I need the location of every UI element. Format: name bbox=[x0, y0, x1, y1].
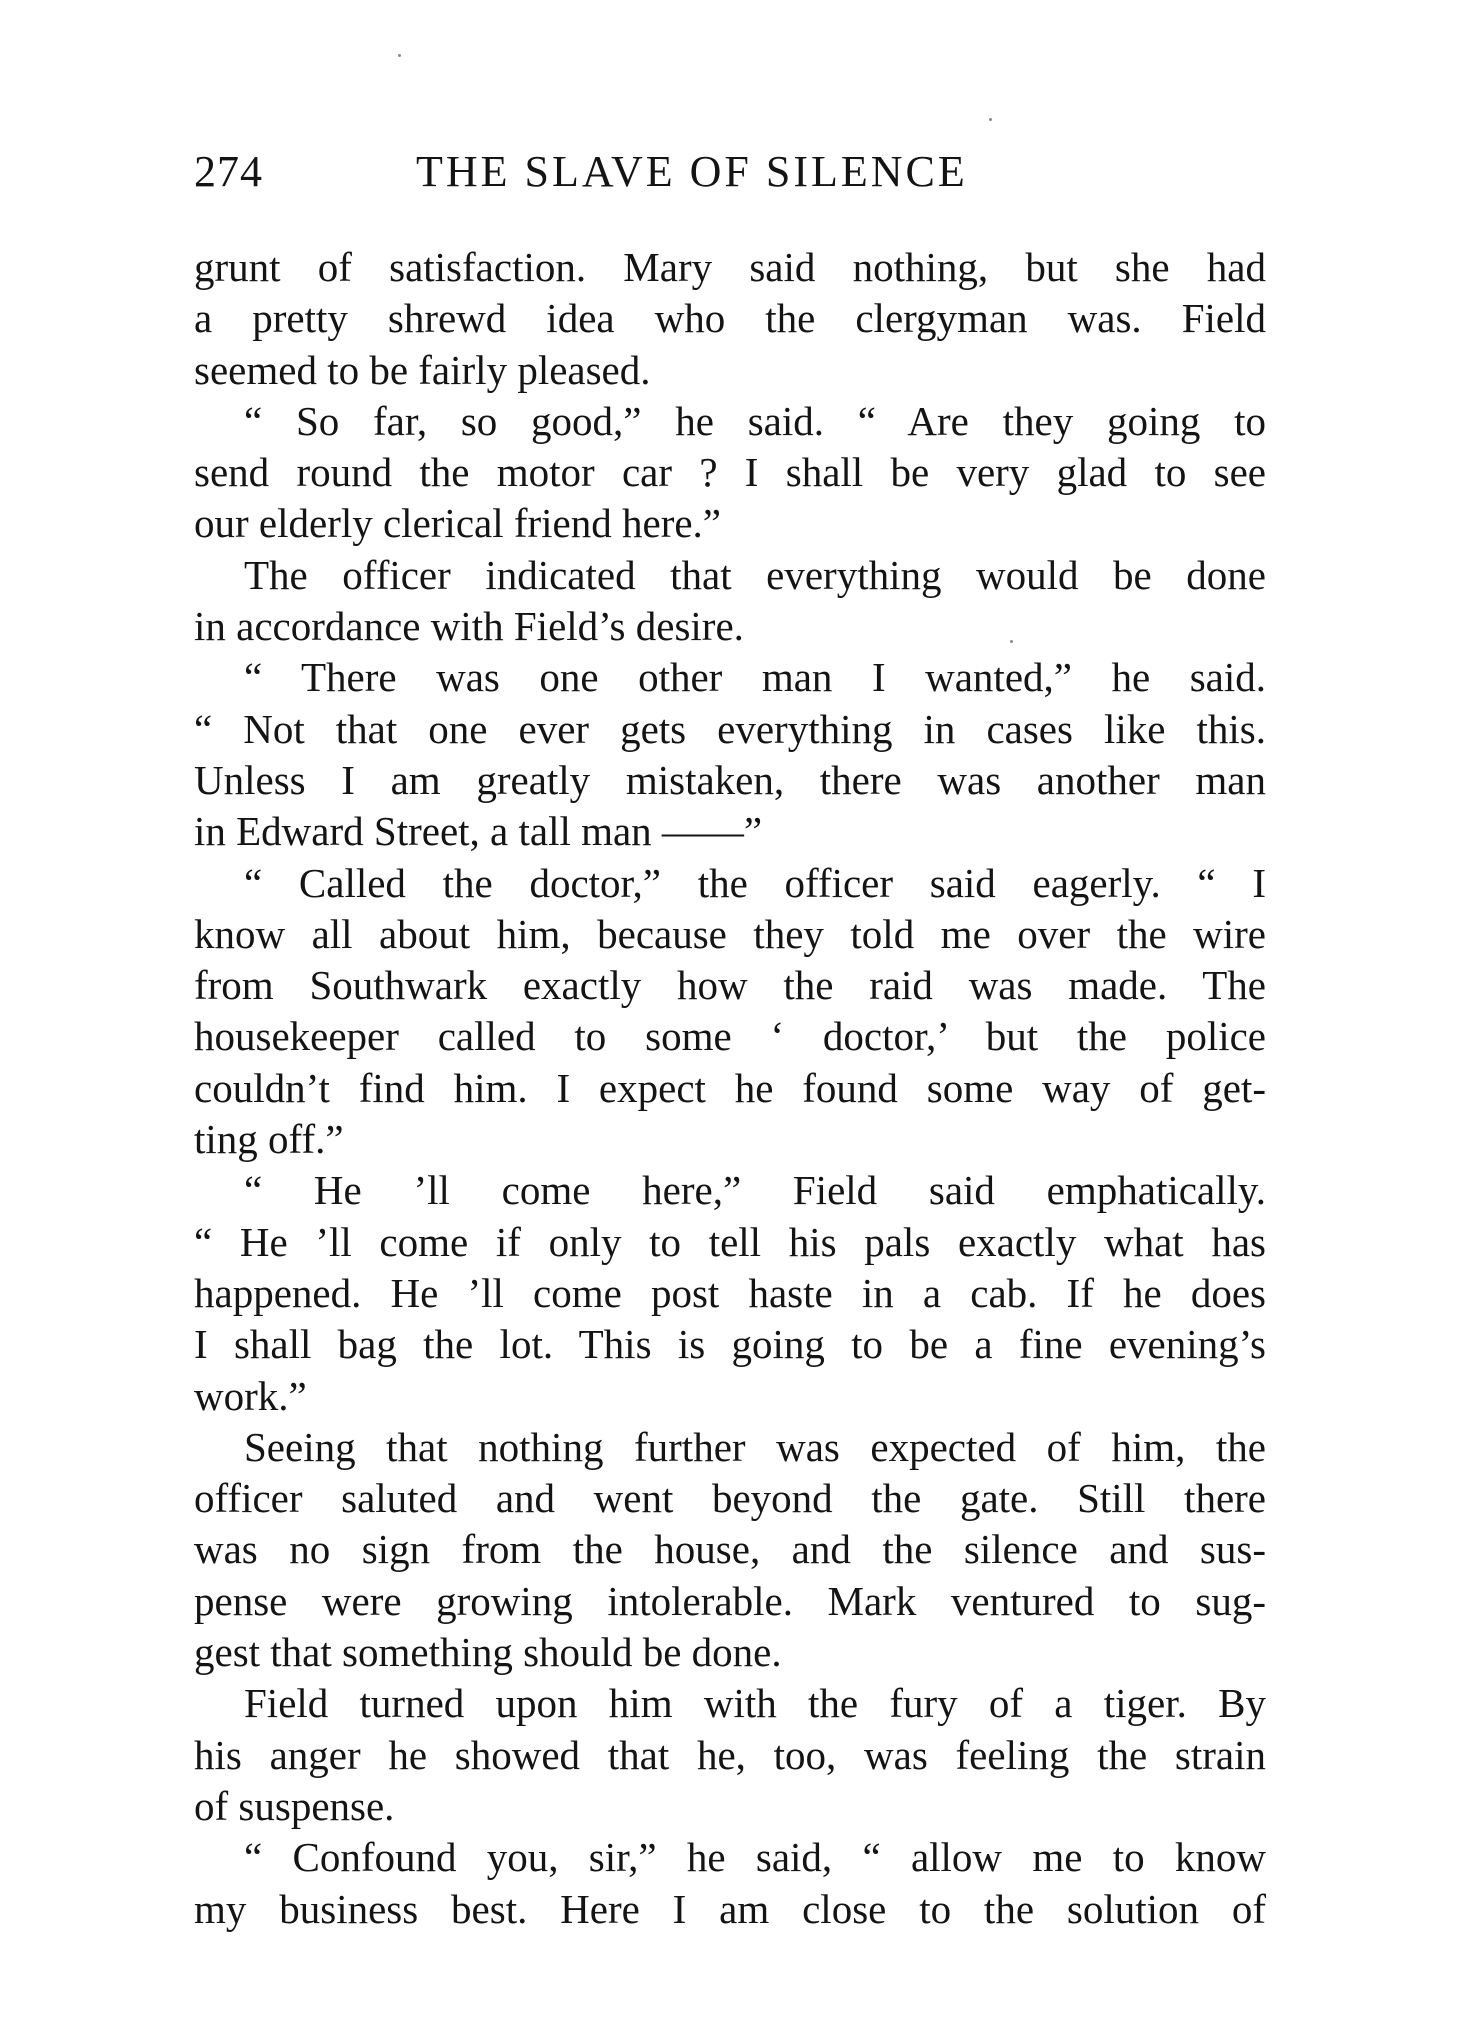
text-line: seemed to be fairly pleased. bbox=[194, 346, 651, 393]
text-line: in accordance with Field’s desire. bbox=[194, 603, 744, 650]
text-line: happened. He ’ll come post haste in a cab. If he does bbox=[194, 1269, 1266, 1316]
text-line: “ So far, so good,” he said. “ Are they going to bbox=[244, 397, 1266, 444]
text-line: “ Not that one ever gets everything in cases like this. bbox=[194, 705, 1266, 752]
text-line: Seeing that nothing further was expected of him, the bbox=[244, 1423, 1266, 1470]
text-line: from Southwark exactly how the raid was made. The bbox=[194, 962, 1266, 1009]
text-line: “ He ’ll come if only to tell his pals exactly what has bbox=[194, 1218, 1266, 1265]
text-line: Unless I am greatly mistaken, there was another man bbox=[194, 756, 1266, 803]
text-line: couldn’t find him. I expect he found some way of get- bbox=[194, 1064, 1266, 1111]
text-line: of suspense. bbox=[194, 1782, 395, 1829]
text-line: grunt of satisfaction. Mary said nothing, but she had bbox=[194, 244, 1266, 290]
text-line: “ He ’ll come here,” Field said emphatically. bbox=[244, 1167, 1266, 1214]
text-line: work.” bbox=[194, 1372, 307, 1419]
text-line: gest that something should be done. bbox=[194, 1629, 782, 1676]
book-title: THE SLAVE OF SILENCE bbox=[416, 147, 968, 196]
text-line: ting off.” bbox=[194, 1116, 344, 1163]
text-line: “ Confound you, sir,” he said, “ allow me to know bbox=[244, 1834, 1266, 1881]
text-line: The officer indicated that everything would be done bbox=[244, 551, 1266, 598]
text-line: our elderly clerical friend here.” bbox=[194, 500, 721, 547]
text-line: Field turned upon him with the fury of a tiger. By bbox=[244, 1680, 1266, 1727]
text-line: my business best. Here I am close to the solution of bbox=[194, 1885, 1266, 1932]
text-line: I shall bag the lot. This is going to be a fine evening’s bbox=[194, 1321, 1266, 1368]
text-line: know all about him, because they told me over the wire bbox=[194, 910, 1266, 957]
text-line: “ There was one other man I wanted,” he said. bbox=[244, 654, 1266, 701]
scan-speck bbox=[398, 54, 401, 57]
text-line: officer saluted and went beyond the gate. Still there bbox=[194, 1475, 1266, 1522]
text-line: send round the motor car ? I shall be very glad to see bbox=[194, 449, 1266, 496]
text-line: pense were growing intolerable. Mark ventured to sug- bbox=[194, 1577, 1266, 1624]
text-line: “ Called the doctor,” the officer said eagerly. “ I bbox=[244, 859, 1266, 906]
scan-speck bbox=[1010, 640, 1013, 643]
text-line: housekeeper called to some ‘ doctor,’ but the police bbox=[194, 1013, 1266, 1060]
scan-speck bbox=[989, 118, 992, 121]
text-line: his anger he showed that he, too, was feeling the strain bbox=[194, 1731, 1266, 1778]
page-number: 274 bbox=[194, 147, 263, 196]
text-line: was no sign from the house, and the silence and sus- bbox=[194, 1526, 1266, 1573]
text-line: a pretty shrewd idea who the clergyman was. Field bbox=[194, 295, 1266, 342]
text-line: in Edward Street, a tall man ——” bbox=[194, 808, 763, 855]
body-text bbox=[194, 242, 1266, 1935]
running-head bbox=[194, 142, 1266, 202]
